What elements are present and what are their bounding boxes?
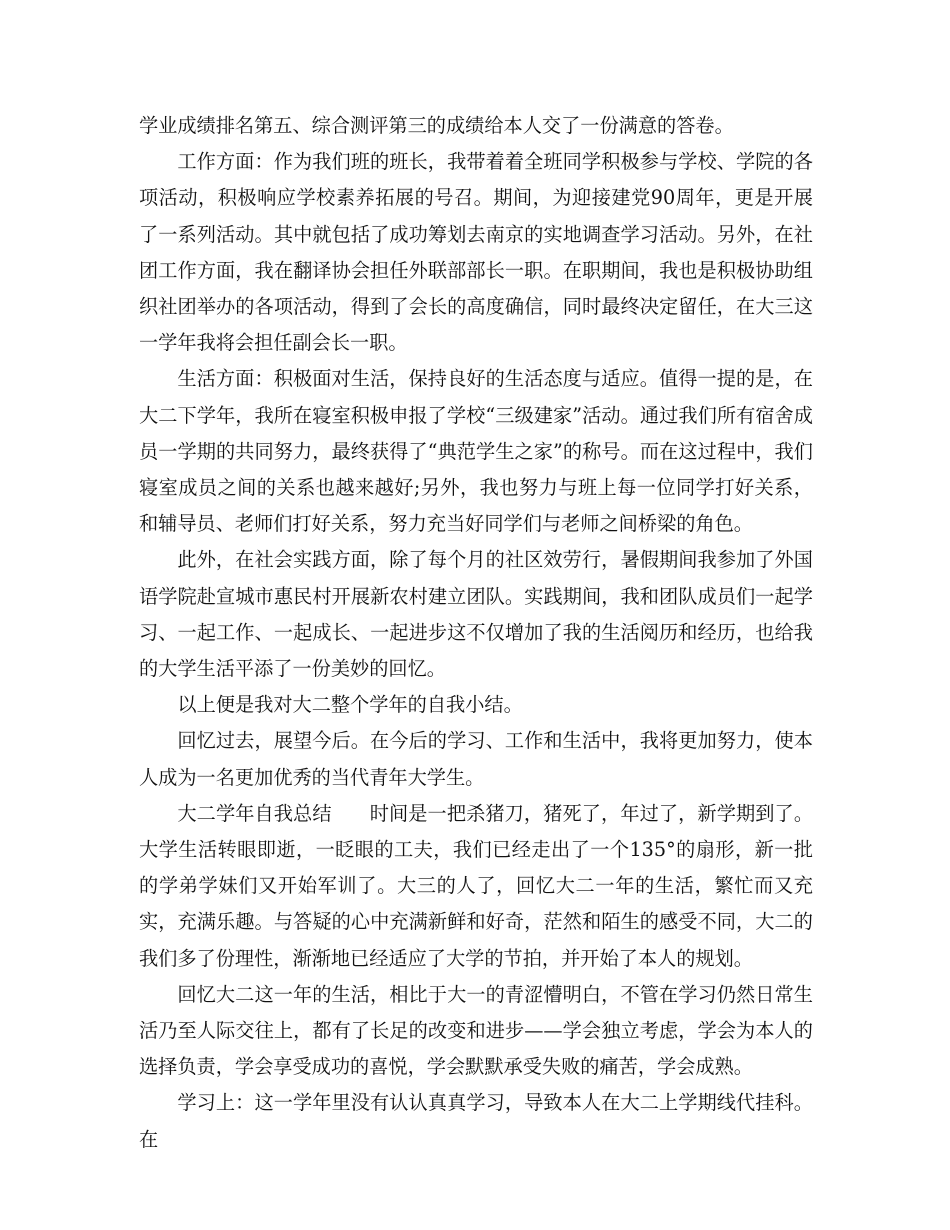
paragraph: 回忆过去，展望今后。在今后的学习、工作和生活中，我将更加努力，使本人成为一名更加优秀的当代青年大学生。: [139, 729, 813, 789]
paragraph: 学业成绩排名第五、综合测评第三的成绩给本人交了一份满意的答卷。: [139, 114, 734, 137]
paragraph: 回忆大二这一年的生活，相比于大一的青涩懵明白，不管在学习仍然日常生活乃至人际交往上，都有了长足的改变和进步——学会独立考虑，学会为本人的选择负责，学会享受成功的喜悦，学会默默承受失败的痛苦，学会成熟。: [139, 982, 813, 1079]
paragraph: 此外，在社会实践方面，除了每个月的社区效劳行，暑假期间我参加了外国语学院赴宣城市惠民村开展新农村建立团队。实践期间，我和团队成员们一起学习、一起工作、一起成长、一起进步这不仅增加了我的生活阅历和经历，也给我的大学生活平添了一份美妙的回忆。: [139, 548, 813, 681]
document-page: [139, 108, 813, 1158]
inline-section-title: 大二学年自我总结: [177, 801, 332, 825]
paragraph: 工作方面：作为我们班的班长，我带着着全班同学积极参与学校、学院的各项活动，积极响应学校素养拓展的号召。期间，为迎接建党90周年，更是开展了一系列活动。其中就包括了成功筹划去南京的实地调查学习活动。另外，在社团工作方面，我在翻译协会担任外联部部长一职。在职期间，我也是积极协助组织社团举办的各项活动，得到了会长的高度确信，同时最终决定留任，在大三这一学年我将会担任副会长一职。: [139, 150, 813, 355]
paragraph-body: 时间是一把杀猪刀，猪死了，年过了，新学期到了。大学生活转眼即逝，一眨眼的工夫，我们已经走出了一个135°的扇形，新一批的学弟学妹们又开始军训了。大三的人了，回忆大二一年的生活，繁忙而又充实，充满乐趣。与答疑的心中充满新鲜和好奇，茫然和陌生的感受不同，大二的我们多了份理性，渐渐地已经适应了大学的节拍，并开始了本人的规划。: [139, 801, 814, 970]
paragraph: 生活方面：积极面对生活，保持良好的生活态度与适应。值得一提的是，在大二下学年，我所在寝室积极申报了学校“三级建家”活动。通过我们所有宿舍成员一学期的共同努力，最终获得了“典范学生之家”的称号。而在这过程中，我们寝室成员之间的关系也越来越好;另外，我也努力与班上每一位同学打好关系，和辅导员、老师们打好关系，努力充当好同学们与老师之间桥梁的角色。: [139, 367, 813, 536]
paragraph: 以上便是我对大二整个学年的自我小结。: [177, 693, 523, 717]
paragraph: 学习上：这一学年里没有认认真真学习，导致本人在大二上学期线代挂科。在: [139, 1091, 813, 1151]
paragraph-with-title: [139, 796, 813, 977]
